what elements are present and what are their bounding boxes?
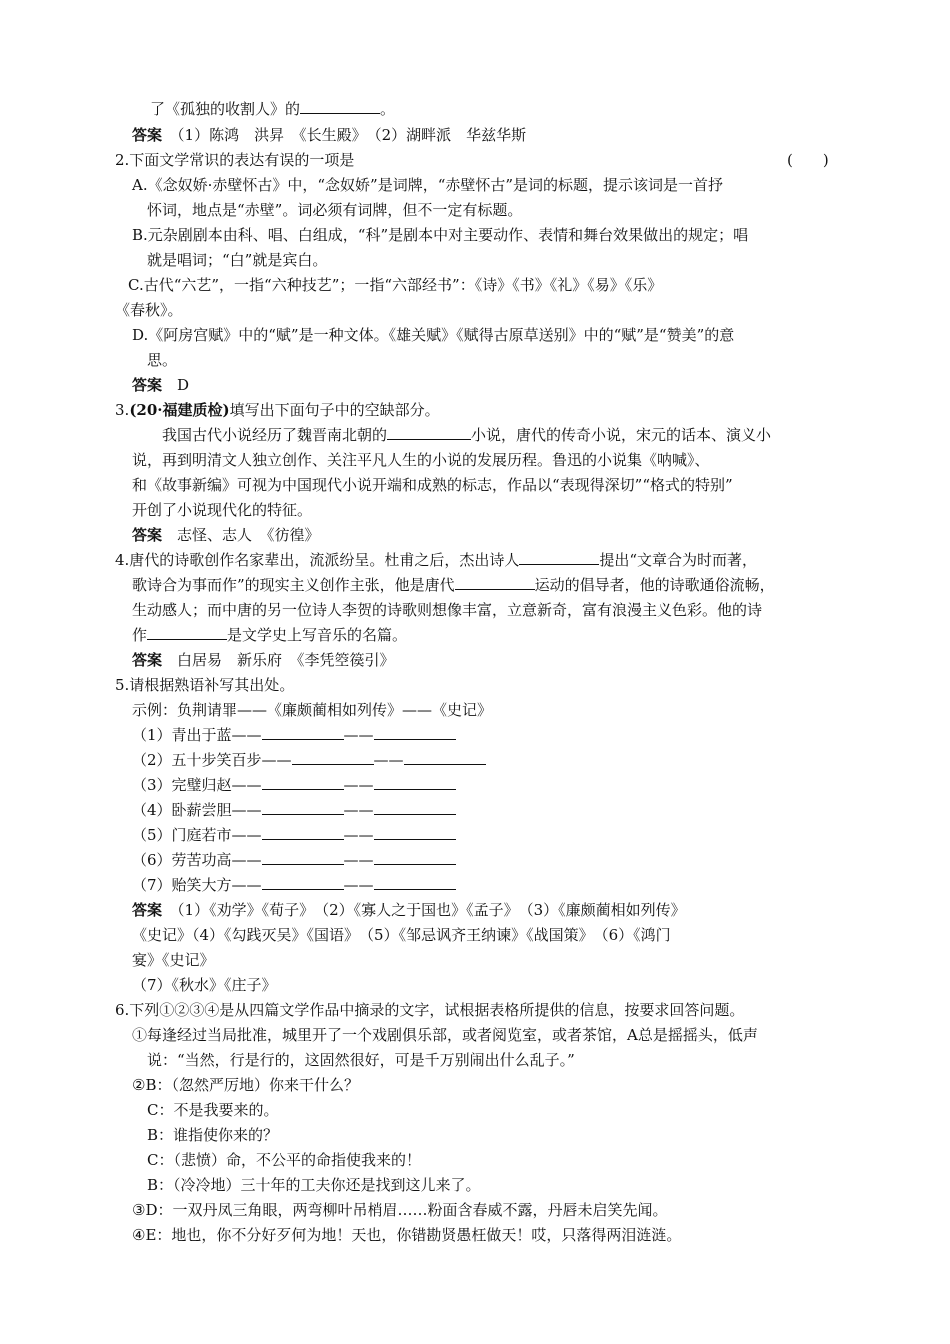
q5-answer-cont: 《史记》（4）《勾践灭吴》《国语》 （5）《邹忌讽齐王纳谏》《战国策》 （6）《鸿门: [132, 926, 671, 944]
q2-option-d: D.《阿房宫赋》中的“赋”是一种文体。《雄关赋》《赋得古原草送别》中的“赋”是“赞美”的意: [132, 326, 735, 344]
answer-blank: [374, 825, 456, 840]
text: 是文学史上写音乐的名篇。: [227, 626, 408, 644]
q2-option-a-cont: 怀词，地点是“赤壁”。词必须有词牌，但不一定有标题。: [147, 201, 523, 219]
answer-text: 志怪、志人 《彷徨》: [177, 526, 320, 544]
q5-item: [132, 750, 486, 770]
answer-blank: [262, 725, 344, 740]
answer-label: 答案: [132, 126, 163, 144]
answer-blank: [374, 850, 456, 865]
answer-blank: [455, 575, 535, 590]
q6-excerpt-4: ④E：地也，你不分好歹何为地！天也，你错勘贤愚枉做天！哎，只落得两泪涟涟。: [132, 1226, 682, 1244]
q6-dialogue: C：不是我要来的。: [147, 1101, 279, 1119]
q4-answer: [132, 650, 395, 670]
q5-item: [132, 725, 456, 745]
q5-item: [132, 825, 456, 845]
q-number: 3.: [115, 401, 130, 419]
answer-blank: [300, 99, 380, 114]
q3-answer: [132, 525, 320, 545]
q2-option-c: C.古代“六艺”，一指“六种技艺”；一指“六部经书”：《诗》《书》《礼》《易》《乐》: [128, 276, 663, 294]
q5-item: [132, 875, 456, 895]
q6-dialogue: B：（冷冷地）三十年的工夫你还是找到这儿来了。: [147, 1176, 481, 1194]
answer-text: （1）陈鸿 洪昇 《长生殿》 （2）湖畔派 华兹华斯: [177, 126, 527, 144]
q2-option-a: A.《念奴娇·赤壁怀古》中，“念奴娇”是词牌，“赤壁怀古”是词的标题，提示该词是一首抒: [132, 176, 724, 194]
dash: ——: [261, 751, 292, 769]
idiom: （4）卧薪尝胆: [132, 801, 232, 819]
dash: ——: [231, 726, 262, 744]
dash: ——: [343, 776, 374, 794]
q5-answer-cont: 宴》《史记》: [132, 951, 215, 969]
answer-blank: [374, 800, 456, 815]
idiom: （5）门庭若市: [132, 826, 232, 844]
idiom: （2）五十步笑百步: [132, 751, 262, 769]
dash: ——: [231, 876, 262, 894]
q2-option-b: B.元杂剧剧本由科、唱、白组成，“科”是剧本中对主要动作、表情和舞台效果做出的规定；唱: [132, 226, 749, 244]
q6-excerpt-3: ③D：一双丹凤三角眼，两弯柳叶吊梢眉……粉面含春威不露，丹唇未启笑先闻。: [132, 1201, 668, 1219]
dash: ——: [231, 851, 262, 869]
answer-blank: [262, 775, 344, 790]
answer-text: D: [177, 376, 190, 394]
q5-example: 示例：负荆请罪——《廉颇蔺相如列传》——《史记》: [132, 701, 493, 719]
answer-text: （1）《劝学》《荀子》 （2）《寡人之于国也》《孟子》 （3）《廉颇蔺相如列传》: [177, 901, 686, 919]
text: 4.唐代的诗歌创作名家辈出，流派纷呈。杜甫之后，杰出诗人: [115, 551, 520, 569]
text: 运动的倡导者，他的诗歌通俗流畅，: [534, 576, 775, 594]
q5-stem: 5.请根据熟语补写其出处。: [115, 676, 295, 694]
q3-stem: [115, 400, 440, 420]
idiom: （3）完璧归赵: [132, 776, 232, 794]
answer-label: 答案: [132, 376, 163, 394]
q6-stem: 6.下列①②③④是从四篇文学作品中摘录的文字，试根据表格所提供的信息，按要求回答问题。: [115, 1001, 745, 1019]
answer-text: 白居易 新乐府 《李凭箜篌引》: [177, 651, 395, 669]
answer-blank: [262, 875, 344, 890]
q2-option-d-cont: 思。: [147, 351, 178, 369]
q3-passage-3: 和《故事新编》可视为中国现代小说开端和成熟的标志，作品以“表现得深切”“格式的特别”: [132, 476, 733, 494]
text: 歌诗合为事而作”的现实主义创作主张，他是唐代: [132, 576, 455, 594]
q2-answer: [132, 375, 189, 395]
q1-answer: [132, 125, 526, 145]
q4-line-3: 生动感人；而中唐的另一位诗人李贺的诗歌则想像丰富，立意新奇，富有浪漫主义色彩。他的诗: [132, 601, 763, 619]
q4-line-2: [132, 575, 775, 595]
q2-option-b-cont: 就是唱词；“白”就是宾白。: [147, 251, 328, 269]
q2-stem: 2.下面文学常识的表达有误的一项是: [115, 151, 355, 169]
answer-blank: [262, 800, 344, 815]
answer-label: 答案: [132, 526, 163, 544]
q5-answer-cont: （7）《秋水》《庄子》: [132, 976, 277, 994]
q6-dialogue: B：谁指使你来的？: [147, 1126, 279, 1144]
text: 。: [380, 100, 396, 118]
q2-option-c-cont: 《春秋》。: [115, 301, 183, 319]
dash: ——: [343, 726, 374, 744]
q3-passage-4: 开创了小说现代化的特征。: [132, 501, 313, 519]
q1-tail-line: [150, 99, 395, 119]
q2-bracket: ( ): [787, 151, 829, 169]
text: 提出“文章合为时而著，: [599, 551, 757, 569]
text: 我国古代小说经历了魏晋南北朝的: [162, 426, 388, 444]
dash: ——: [373, 751, 404, 769]
answer-blank: [374, 775, 456, 790]
q3-passage-1: [162, 425, 771, 445]
q5-answer: [132, 900, 686, 920]
q6-excerpt-1: ①每逢经过当局批准，城里开了一个戏剧俱乐部，或者阅览室，或者茶馆，A总是摇摇头，低声: [132, 1026, 758, 1044]
answer-blank: [374, 875, 456, 890]
answer-blank: [262, 850, 344, 865]
answer-label: 答案: [132, 651, 163, 669]
dash: ——: [231, 826, 262, 844]
dash: ——: [343, 876, 374, 894]
q5-item: [132, 800, 456, 820]
answer-blank: [374, 725, 456, 740]
q4-line-1: [115, 550, 757, 570]
q3-passage-2: 说，再到明清文人独立创作、关注平凡人生的小说的发展历程。鲁迅的小说集《呐喊》、: [132, 451, 710, 469]
q6-excerpt-1-cont: 说：“当然，行是行的，这固然很好，可是千万别闹出什么乱子。”: [147, 1051, 575, 1069]
source-tag: (20·福建质检): [129, 401, 230, 419]
dash: ——: [231, 801, 262, 819]
q5-item: [132, 775, 456, 795]
idiom: （6）劳苦功高: [132, 851, 232, 869]
q6-dialogue: C：（悲愤）命，不公平的命指使我来的！: [147, 1151, 421, 1169]
answer-blank: [292, 750, 374, 765]
answer-blank: [387, 425, 471, 440]
answer-blank: [147, 625, 227, 640]
answer-label: 答案: [132, 901, 163, 919]
answer-blank: [262, 825, 344, 840]
answer-blank: [404, 750, 486, 765]
dash: ——: [343, 851, 374, 869]
q4-line-4: [132, 625, 407, 645]
idiom: （7）贻笑大方: [132, 876, 232, 894]
dash: ——: [231, 776, 262, 794]
text: 了《孤独的收割人》的: [150, 100, 301, 118]
text: 填写出下面句子中的空缺部分。: [229, 401, 440, 419]
q5-item: [132, 850, 456, 870]
dash: ——: [343, 826, 374, 844]
text: 小说，唐代的传奇小说，宋元的话本、演义小: [471, 426, 772, 444]
dash: ——: [343, 801, 374, 819]
answer-blank: [519, 550, 599, 565]
idiom: （1）青出于蓝: [132, 726, 232, 744]
text: 作: [132, 626, 148, 644]
q6-excerpt-2: ②B：（忽然严厉地）你来干什么？: [132, 1076, 359, 1094]
